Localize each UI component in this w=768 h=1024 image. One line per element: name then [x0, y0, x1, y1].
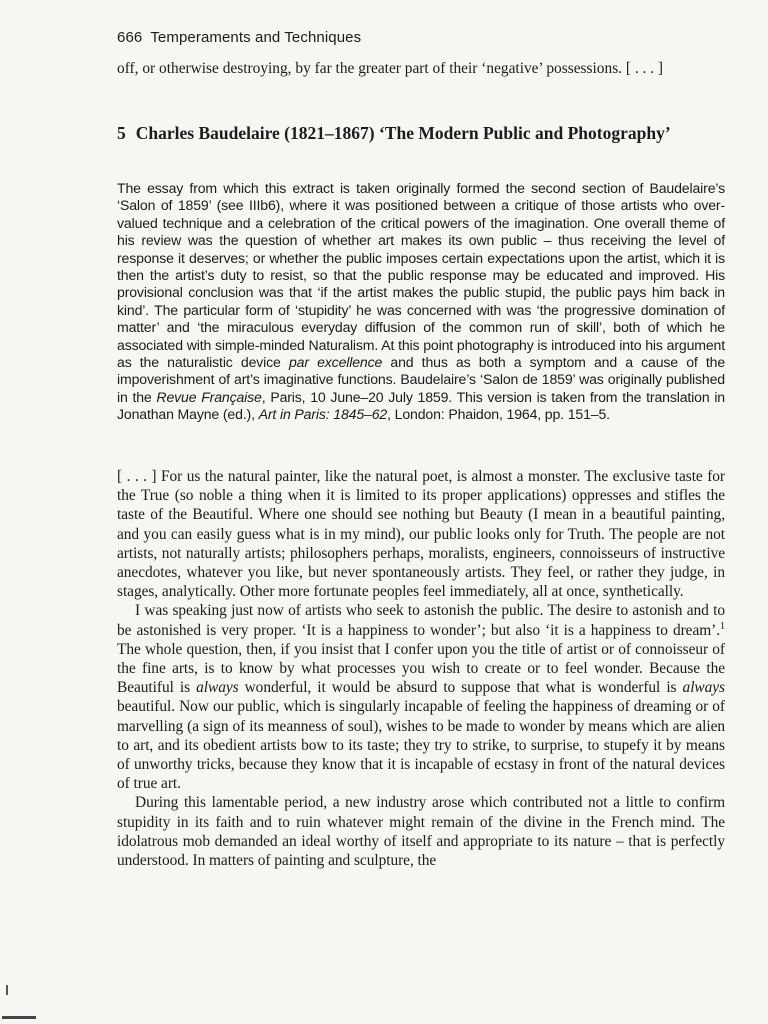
paragraph-3: During this lamentable period, a new industry arose which contributed not a little to confirm stupidity in its faith and to ruin whatever might remain of the divine in the French mind. The idolatrous mob demanded an ideal worthy of itself and appropriate to its nature – that is perfectly understood. In matters of painting and sculpture, the [117, 794, 725, 870]
paragraph-2-italic-always-1: always [196, 679, 239, 697]
paragraph-1: [ . . . ] For us the natural painter, like the natural poet, is almost a monster. The exclusive taste for the True (so noble a thing when it is limited to its proper applications) oppresses and stifles the taste of the Beautiful. Where one should see nothing but Beauty (I mean in a beautiful painting, and you can easily guess what is in my mind), our public looks only for Truth. The people are not artists, not naturally artists; philosophers perhaps, moralists, engineers, connoisseurs of instructive anecdotes, whatever you like, but never spontaneously artists. They feel, or rather they judge, in stages, analytically. Other more fortunate peoples feel immediately, all at once, synthetically. [117, 468, 725, 601]
running-head [117, 29, 361, 46]
intro-text-1: The essay from which this extract is taken originally formed the second section of Baudelaire’s ‘Salon of 1859’ (see IIIb6), where it was positioned between a critique of those artists who over-valued technique and a celebration of the critical powers of the imagination. One overall theme of his review was the question of whether art makes its own public – thus receiving the level of response it deserves; or whether the public imposes certain expectations upon the artist, which it is then the artist’s duty to resist, so that the public response may be educated and improved. His provisional conclusion was that ‘if the artist makes the public stupid, the public pays him back in kind’. The particular form of ‘stupidity’ he was concerned with was ‘the progressive domination of matter’ and ‘the miraculous everyday diffusion of the common run of skill’, both of which he associated with simple-minded Naturalism. At this point photography is introduced into his argument as the naturalistic device [117, 180, 725, 371]
scan-artifact-mark [6, 985, 8, 995]
section-title: Charles Baudelaire (1821–1867) ‘The Modern Public and Photography’ [135, 123, 671, 143]
continuation-text: off, or otherwise destroying, by far the greater part of their ‘negative’ possessions. [ . . . ] [117, 60, 664, 77]
intro-text-4: , London: Phaidon, 1964, pp. 151–5. [387, 406, 610, 423]
section-number: 5 [117, 123, 126, 143]
intro-italic-revue-francaise: Revue Française [156, 388, 262, 405]
editorial-introduction [117, 180, 725, 424]
section-heading [117, 122, 725, 144]
footnote-marker: 1 [720, 620, 725, 632]
page-number: 666 [117, 29, 143, 46]
running-head-title: Temperaments and Techniques [150, 29, 362, 46]
paragraph-2-text-a: I was speaking just now of artists who seek to astonish the public. The desire to astonish and to be astonished is very proper. ‘It is a happiness to wonder’; but also ‘it is a happiness to dream’. [117, 602, 725, 639]
intro-italic-par-excellence: par excellence [288, 354, 383, 371]
intro-text-2: and thus as both a symptom and a cause of the impoverishment of art’s imaginative functions. Baudelaire’s ‘Salon de 1859’ was originally published in the [117, 354, 726, 405]
paragraph-2-text-c: wonderful, it would be absurd to suppose that what is wonderful is [238, 679, 683, 697]
paragraph-2 [117, 601, 725, 793]
paragraph-2-text-d: beautiful. Now our public, which is singularly incapable of feeling the happiness of dreaming or of marvelling (a sign of its meanness of soul), wishes to be made to wonder by means which are alien to art, and its obedient artists bow to its taste; they try to strike, to surprise, to stupefy it by means of unworthy tricks, because they know that it is incapable of ecstasy in front of the natural devices of true art. [117, 698, 725, 793]
paragraph-2-italic-always-2: always [682, 679, 725, 697]
paragraph-2-text-b: The whole question, then, if you insist that I confer upon you the title of artist or of connoisseur of the fine arts, is to know by what processes you wish to create or to feel wonder. Because the Beautiful is [117, 640, 725, 697]
intro-italic-art-in-paris: Art in Paris: 1845–62 [258, 406, 388, 423]
intro-text-3: , Paris, 10 June–20 July 1859. This version is taken from the translation in Jonathan Mayne (ed.), [117, 388, 725, 423]
scan-artifact-mark [2, 1016, 36, 1019]
extract-body [117, 467, 725, 870]
